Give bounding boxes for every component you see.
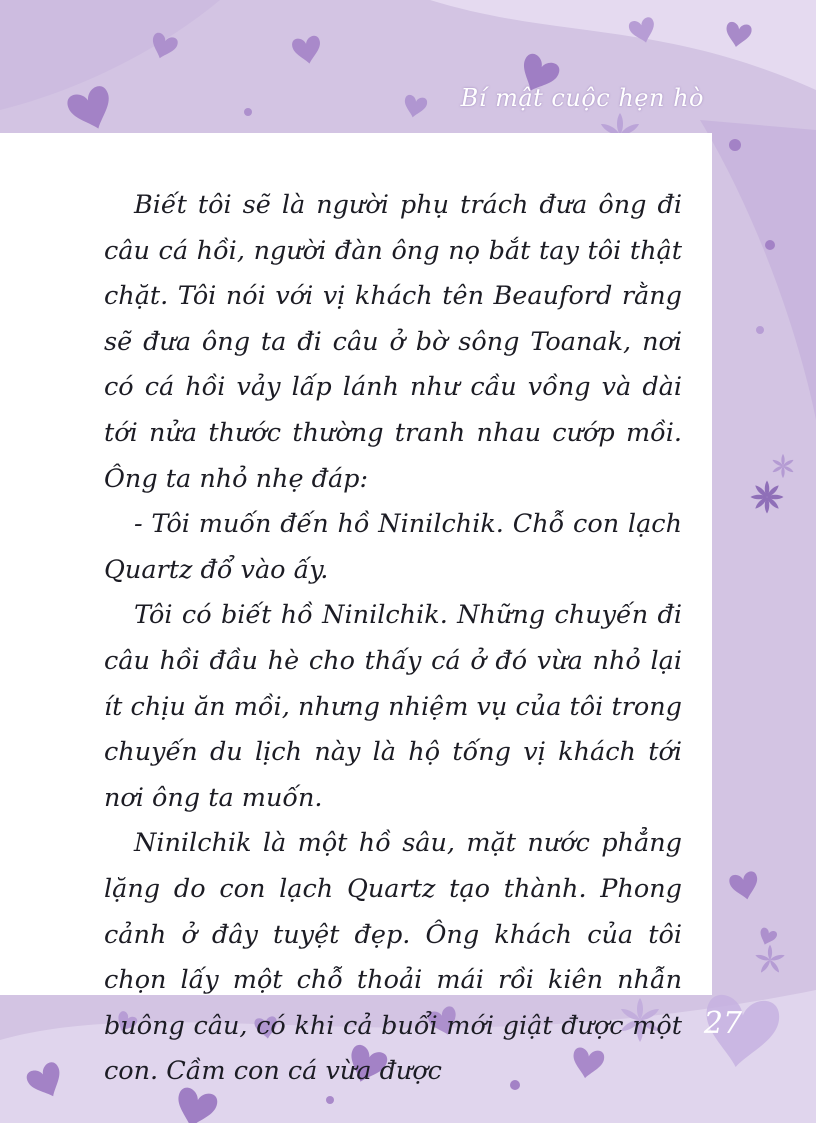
page-number: 27 [703, 1006, 743, 1041]
swirl-band-left [0, 0, 220, 110]
decor-dot [765, 240, 775, 250]
heart-icon [402, 94, 428, 120]
decor-dot [756, 326, 764, 334]
paragraph: Ninilchik là một hồ sâu, mặt nước phẳng lặng do con lạch Quartz tạo thành. Phong cảnh ở đây tuyệt đẹp. Ông khách của tôi chọn lấy một chỗ thoải mái rồi kiên nhẫn buông câu, có khi cả buổi mới giật được một con. Cầm con cá vừa được [104, 828, 682, 1087]
decor-dot [729, 139, 741, 151]
flower-icon [751, 481, 784, 514]
decor-dot [326, 1096, 334, 1104]
heart-icon [728, 870, 761, 902]
paragraph: - Tôi muốn đến hồ Ninilchik. Chỗ con lạch Quartz đổ vào ấy. [104, 509, 682, 585]
flower-icon [755, 945, 786, 974]
swirl-band-right [700, 120, 816, 420]
running-header: Bí mật cuộc hẹn hò [460, 84, 704, 112]
paragraph: Tôi có biết hồ Ninilchik. Những chuyến đi câu hồi đầu hè cho thấy cá ở đó vừa nhỏ lại ít chịu ăn mồi, nhưng nhiệm vụ của tôi trong chuyến du lịch này là hộ tống vị khách tới nơi ông ta muốn. [104, 600, 682, 813]
paragraph: Biết tôi sẽ là người phụ trách đưa ông đi câu cá hồi, người đàn ông nọ bắt tay tôi thật chặt. Tôi nói với vị khách tên Beauford rằng sẽ đưa ông ta đi câu ở bờ sông Toanak, nơi có cá hồi vảy lấp lánh như cầu vồng và dài tới nửa thước thường tranh nhau cướp mồi. Ông ta nhỏ nhẹ đáp: [104, 190, 682, 494]
decor-dot [244, 108, 252, 116]
heart-icon [65, 84, 118, 136]
flower-icon [772, 454, 795, 478]
body-text [104, 183, 682, 1095]
heart-icon [291, 35, 323, 66]
swirl-band-top [430, 0, 816, 90]
heart-icon [757, 927, 778, 948]
